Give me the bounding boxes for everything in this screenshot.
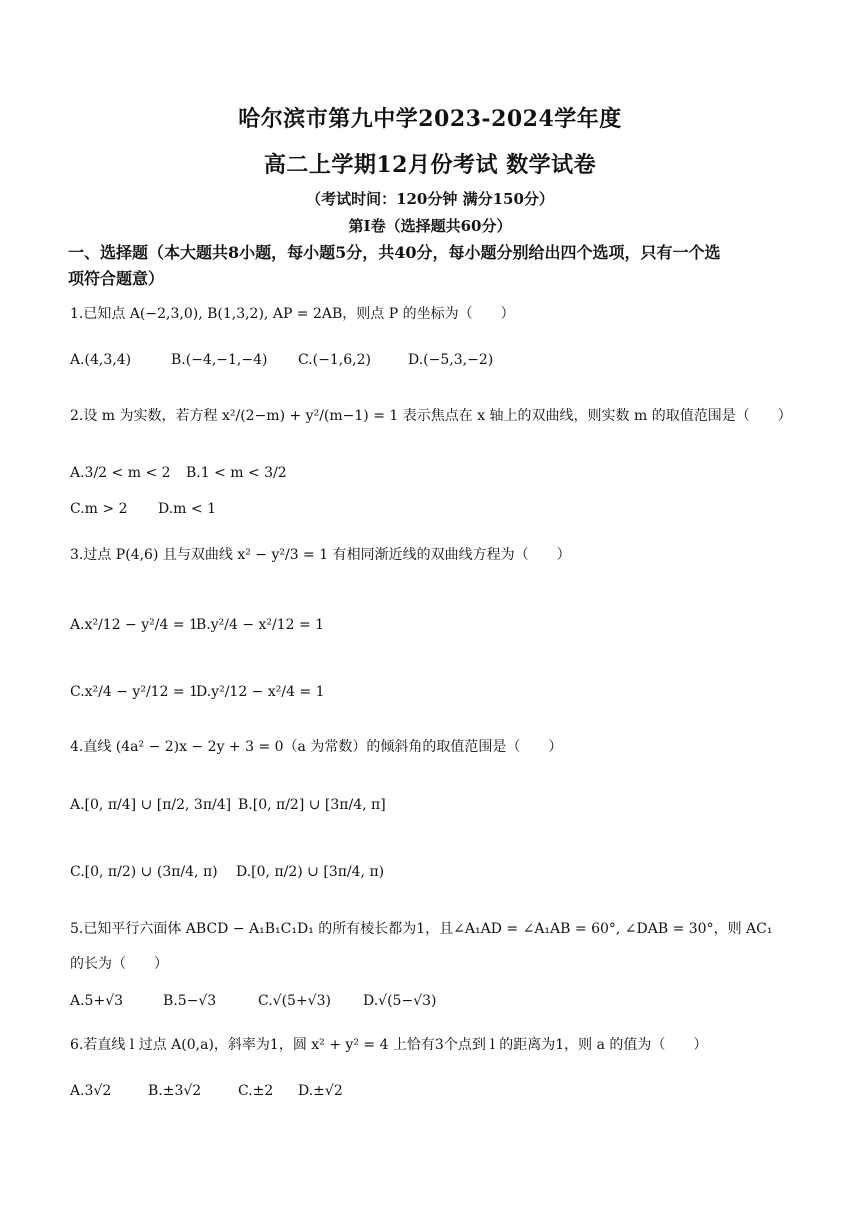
question-2-option-a[interactable]: A.3/2 < m < 2 [70,465,171,481]
exam-info: （考试时间：120分钟 满分150分） [306,190,554,208]
question-4-stem: 4.直线 (4a² − 2)x − 2y + 3 = 0（a 为常数）的倾斜角的取值范围是（ ） [70,739,563,755]
section-heading-line1: 一、选择题（本大题共8小题，每小题5分，共40分，每小题分别给出四个选项，只有一个选 [68,243,721,262]
question-4-option-d[interactable]: D.[0, π/2) ∪ [3π/4, π) [236,864,385,880]
volume-title: 第Ⅰ卷（选择题共60分） [348,217,512,235]
question-4-option-b[interactable]: B.[0, π/2] ∪ [3π/4, π] [238,797,386,813]
section-heading-line2: 项符合题意） [68,269,165,288]
question-2-option-d[interactable]: D.m < 1 [158,501,216,517]
question-6-option-a[interactable]: A.3√2 [70,1083,112,1099]
question-2-option-c[interactable]: C.m > 2 [70,501,128,517]
exam-title-line2: 高二上学期12月份考试 数学试卷 [263,152,597,178]
question-2-stem: 2.设 m 为实数，若方程 x²/(2−m) + y²/(m−1) = 1 表示焦点在 x 轴上的双曲线，则实数 m 的取值范围是（ ） [70,408,792,424]
question-6-option-c[interactable]: C.±2 [238,1083,274,1099]
question-2-option-b[interactable]: B.1 < m < 3/2 [186,465,287,481]
question-6-option-d[interactable]: D.±√2 [298,1083,343,1099]
question-3-option-d[interactable]: D.y²/12 − x²/4 = 1 [196,684,325,700]
question-3-option-b[interactable]: B.y²/4 − x²/12 = 1 [196,617,325,633]
question-6-option-b[interactable]: B.±3√2 [148,1083,202,1099]
question-6-stem: 6.若直线 l 过点 A(0,a)，斜率为1，圆 x² + y² = 4 上恰有3个点到 l 的距离为1，则 a 的值为（ ） [70,1037,708,1053]
question-1-option-b[interactable]: B.(−4,−1,−4) [171,352,268,368]
question-4-option-a[interactable]: A.[0, π/4] ∪ [π/2, 3π/4] [70,797,232,813]
question-5-stem: 5.已知平行六面体 ABCD − A₁B₁C₁D₁ 的所有棱长都为1，且∠A₁AD = ∠A₁AB = 60°, ∠DAB = 30°，则 AC₁ [70,921,773,937]
question-1-option-c[interactable]: C.(−1,6,2) [298,352,371,368]
question-1-option-d[interactable]: D.(−5,3,−2) [408,352,494,368]
question-5-option-a[interactable]: A.5+√3 [70,993,124,1009]
question-3-stem: 3.过点 P(4,6) 且与双曲线 x² − y²/3 = 1 有相同渐近线的双曲线方程为（ ） [70,547,571,563]
question-1-option-a[interactable]: A.(4,3,4) [70,352,132,368]
section-heading [68,240,792,292]
question-5-stem-continued: 的长为（ ） [70,956,168,972]
exam-title-line1: 哈尔滨市第九中学2023-2024学年度 [238,106,622,132]
question-3-option-c[interactable]: C.x²/4 − y²/12 = 1 [70,684,199,700]
question-5-option-c[interactable]: C.√(5+√3) [258,993,331,1009]
question-4-option-c[interactable]: C.[0, π/2) ∪ (3π/4, π) [70,864,218,880]
question-5-option-b[interactable]: B.5−√3 [163,993,217,1009]
question-5-option-d[interactable]: D.√(5−√3) [363,993,437,1009]
question-1-stem: 1.已知点 A(−2,3,0), B(1,3,2), AP = 2AB，则点 P 的坐标为（ ） [70,306,515,322]
question-3-option-a[interactable]: A.x²/12 − y²/4 = 1 [70,617,198,633]
